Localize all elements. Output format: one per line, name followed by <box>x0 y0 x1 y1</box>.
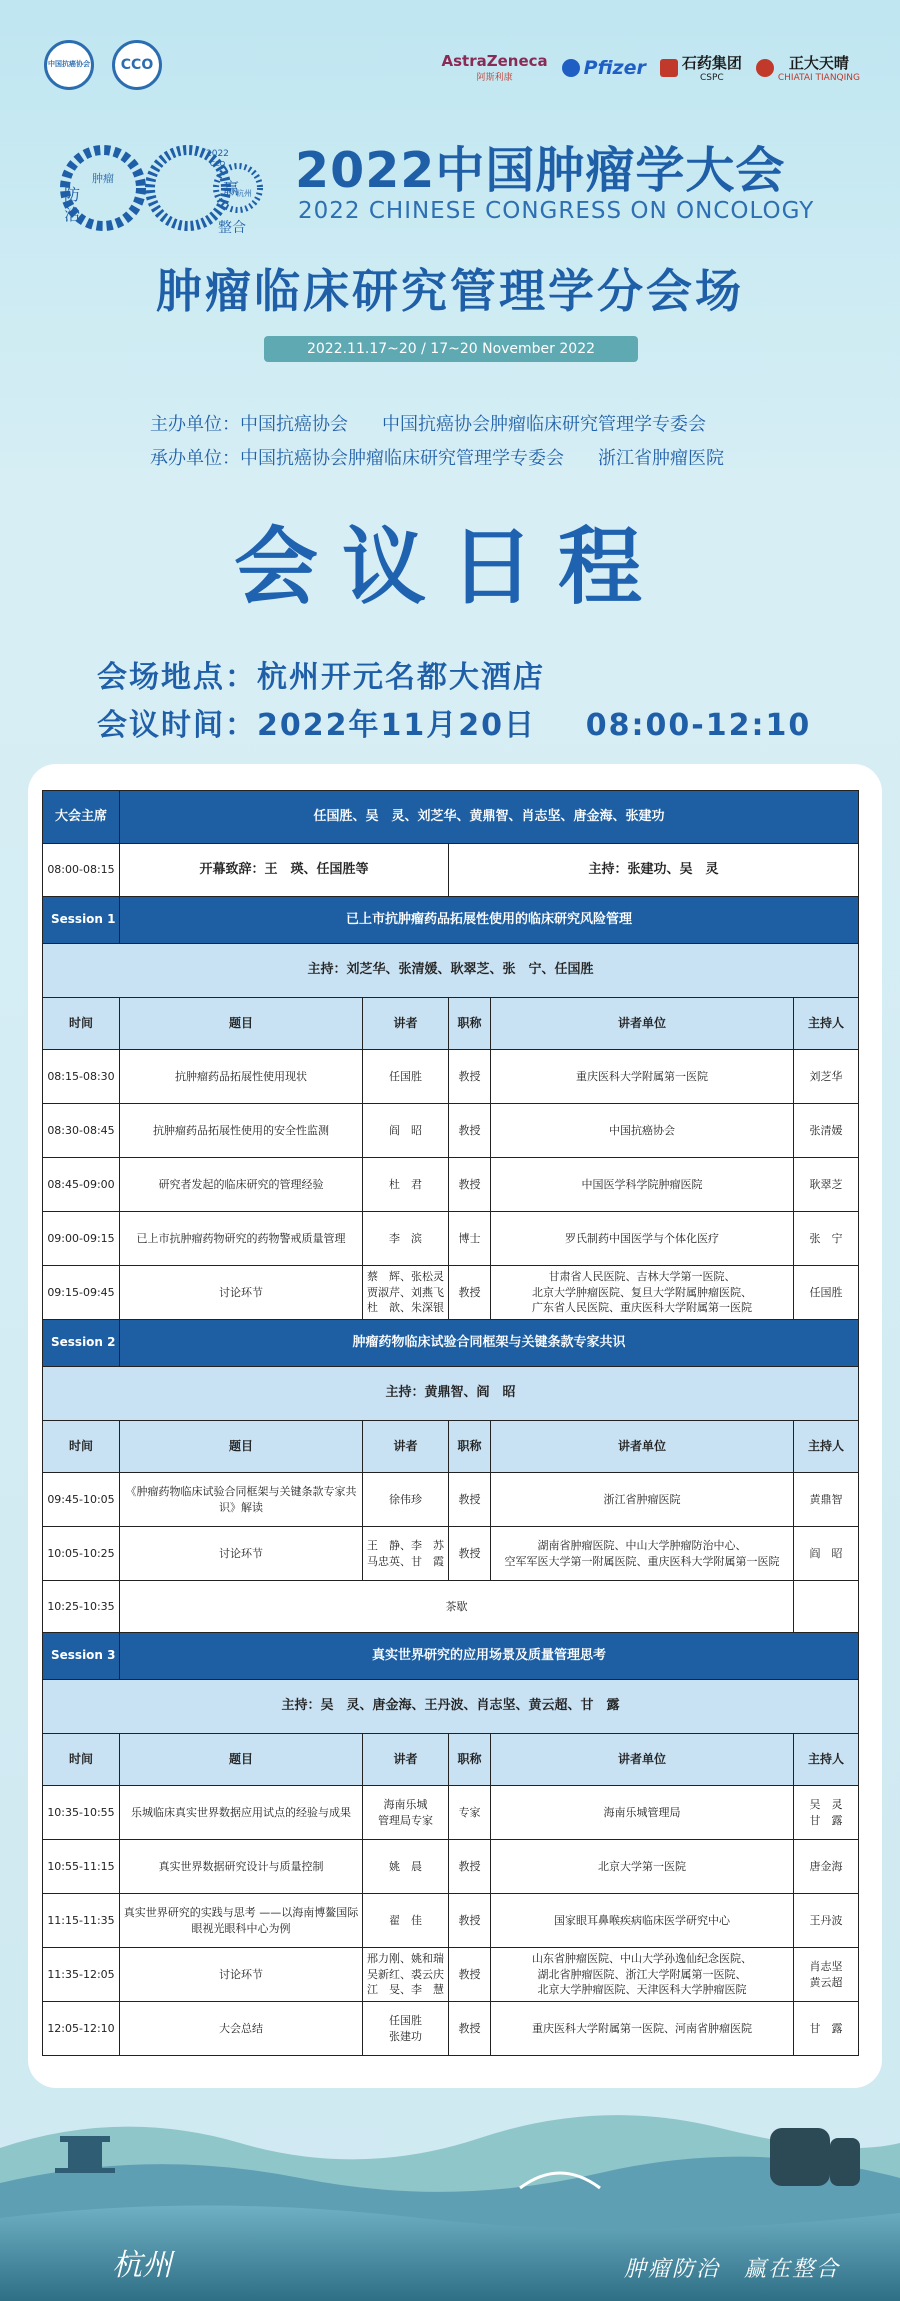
topic-cell: 真实世界研究的实践与思考 ——以海南博鳌国际眼视光眼科中心为例 <box>120 1894 363 1948</box>
speaker-unit-cell: 中国抗癌协会 <box>491 1104 794 1158</box>
speaker-title-cell: 教授 <box>449 1050 491 1104</box>
session-header-row <box>43 1320 859 1367</box>
speaker-unit-cell: 罗氏制药中国医学与个体化医疗 <box>491 1212 794 1266</box>
time-cell: 09:45-10:05 <box>43 1473 120 1527</box>
column-header-row <box>43 998 859 1050</box>
sponsor-sub: CHIATAI TIANQING <box>777 73 860 83</box>
break-row <box>43 1581 859 1633</box>
topic-cell: 抗肿瘤药品拓展性使用的安全性监测 <box>120 1104 363 1158</box>
time-cell: 08:30-08:45 <box>43 1104 120 1158</box>
speaker-title-cell: 教授 <box>449 2002 491 2056</box>
chairs-row <box>43 791 859 844</box>
emblem-text: 赢 <box>223 179 240 198</box>
session-header-row <box>43 897 859 944</box>
speaker-unit-cell: 国家眼耳鼻喉疾病临床医学研究中心 <box>491 1894 794 1948</box>
break-label: 茶歇 <box>120 1581 794 1633</box>
venue-place-value: 杭州开元名都大酒店 <box>257 660 545 695</box>
table-row <box>43 1894 859 1948</box>
undertaker-org: 浙江省肿瘤医院 <box>598 448 724 469</box>
session-hosts: 主持：黄鼎智、阎 昭 <box>43 1367 859 1421</box>
column-header: 讲者 <box>363 1734 449 1786</box>
congress-title: 2022中国肿瘤学大会 <box>295 142 786 199</box>
session-hosts-row <box>43 1367 859 1421</box>
chairs-label: 大会主席 <box>43 791 120 844</box>
session-hosts-row <box>43 944 859 998</box>
speaker-unit-cell: 湖南省肿瘤医院、中山大学肿瘤防治中心、 空军军医大学第一附属医院、重庆医科大学附属第一医院 <box>491 1527 794 1581</box>
topic-cell: 讨论环节 <box>120 1527 363 1581</box>
speaker-cell: 海南乐城 管理局专家 <box>363 1786 449 1840</box>
time-cell: 11:15-11:35 <box>43 1894 120 1948</box>
pfizer-pill-icon <box>562 59 580 77</box>
sponsor-name: 正大天晴 <box>788 54 849 72</box>
sponsor-name: Pfizer <box>583 56 646 79</box>
speaker-title-cell: 教授 <box>449 1948 491 2002</box>
host-cell: 张 宁 <box>794 1212 859 1266</box>
topic-cell: 真实世界数据研究设计与质量控制 <box>120 1840 363 1894</box>
venue-time-label: 会议时间： <box>97 708 257 743</box>
column-header-row <box>43 1421 859 1473</box>
cacancer-logo-icon: 中国抗癌协会 <box>44 40 94 90</box>
speaker-cell: 邢力刚、姚和瑞 吴新红、裘云庆 江 旻、李 慧 <box>363 1948 449 2002</box>
emblem-text: CCO <box>210 160 226 168</box>
speaker-unit-cell: 重庆医科大学附属第一医院、河南省肿瘤医院 <box>491 2002 794 2056</box>
session-hosts: 主持：吴 灵、唐金海、王丹波、肖志坚、黄云超、甘 露 <box>43 1680 859 1734</box>
speaker-title-cell: 教授 <box>449 1266 491 1320</box>
host-cell: 刘芝华 <box>794 1050 859 1104</box>
time-cell: 10:05-10:25 <box>43 1527 120 1581</box>
host-cell: 黄鼎智 <box>794 1473 859 1527</box>
cco-logo-icon: CCO <box>112 40 162 90</box>
speaker-cell: 任国胜 <box>363 1050 449 1104</box>
speaker-title-cell: 专家 <box>449 1786 491 1840</box>
host-org: 中国抗癌协会 <box>240 414 348 435</box>
session-label: Session 2 <box>43 1320 120 1367</box>
host-cell: 肖志坚 黄云超 <box>794 1948 859 2002</box>
column-header: 讲者 <box>363 998 449 1050</box>
column-header: 题目 <box>120 1734 363 1786</box>
venue-time <box>97 700 811 744</box>
table-row <box>43 1050 859 1104</box>
venue-place <box>97 652 545 696</box>
column-header: 职称 <box>449 1421 491 1473</box>
speaker-title-cell: 教授 <box>449 1158 491 1212</box>
undertaker-org: 中国抗癌协会肿瘤临床研究管理学专委会 <box>240 448 564 469</box>
speaker-cell: 翟 佳 <box>363 1894 449 1948</box>
column-header: 时间 <box>43 1734 120 1786</box>
session-venue-title: 肿瘤临床研究管理学分会场 <box>156 264 744 318</box>
host-cell: 任国胜 <box>794 1266 859 1320</box>
time-cell: 09:15-09:45 <box>43 1266 120 1320</box>
session-title: 肿瘤药物临床试验合同框架与关键条款专家共识 <box>120 1320 859 1367</box>
time-cell: 08:00-08:15 <box>43 844 120 897</box>
speaker-title-cell: 教授 <box>449 1527 491 1581</box>
congress-emblem-icon <box>58 138 268 238</box>
emblem-text: 2022 <box>206 149 229 159</box>
date-range-badge: 2022.11.17~20 / 17~20 November 2022 <box>264 336 638 362</box>
speaker-title-cell: 教授 <box>449 1104 491 1158</box>
speaker-unit-cell: 浙江省肿瘤医院 <box>491 1473 794 1527</box>
speaker-cell: 徐伟珍 <box>363 1473 449 1527</box>
host-cell: 甘 露 <box>794 2002 859 2056</box>
speaker-cell: 蔡 辉、张松灵 贾淑芹、刘燕飞 杜 歆、朱深银 <box>363 1266 449 1320</box>
agenda-title: 会议日程 <box>233 518 666 616</box>
sponsor-astrazeneca <box>442 52 548 83</box>
topic-cell: 已上市抗肿瘤药物研究的药物警戒质量管理 <box>120 1212 363 1266</box>
column-header: 讲者单位 <box>491 1734 794 1786</box>
table-row <box>43 1948 859 2002</box>
host-cell: 耿翠芝 <box>794 1158 859 1212</box>
time-cell: 11:35-12:05 <box>43 1948 120 2002</box>
opening-host: 主持：张建功、吴 灵 <box>449 844 859 897</box>
sponsor-pfizer <box>562 57 646 79</box>
sponsor-logos <box>442 52 861 83</box>
host-cell: 阎 昭 <box>794 1527 859 1581</box>
empty-cell <box>794 1581 859 1633</box>
column-header: 题目 <box>120 1421 363 1473</box>
speaker-cell: 王 静、李 苏 马忠英、甘 霞 <box>363 1527 449 1581</box>
host-cell: 唐金海 <box>794 1840 859 1894</box>
congress-title-en: 2022 CHINESE CONGRESS ON ONCOLOGY <box>298 198 815 224</box>
chairs-value: 任国胜、吴 灵、刘芝华、黄鼎智、肖志坚、唐金海、张建功 <box>120 791 859 844</box>
speaker-cell: 任国胜 张建功 <box>363 2002 449 2056</box>
time-cell: 09:00-09:15 <box>43 1212 120 1266</box>
session-title: 已上市抗肿瘤药品拓展性使用的临床研究风险管理 <box>120 897 859 944</box>
emblem-text: 杭州 <box>236 189 252 198</box>
speaker-cell: 阎 昭 <box>363 1104 449 1158</box>
column-header: 主持人 <box>794 1734 859 1786</box>
sponsor-name: 石药集团 <box>681 54 742 72</box>
top-logo-bar <box>0 40 900 90</box>
speaker-title-cell: 教授 <box>449 1473 491 1527</box>
sponsor-cspc <box>660 52 742 83</box>
table-row <box>43 2002 859 2056</box>
undertaker-organizers <box>150 444 758 470</box>
sponsor-sub: CSPC <box>700 73 724 83</box>
column-header: 题目 <box>120 998 363 1050</box>
time-cell: 10:25-10:35 <box>43 1581 120 1633</box>
column-header: 职称 <box>449 998 491 1050</box>
table-row <box>43 1266 859 1320</box>
speaker-title-cell: 教授 <box>449 1840 491 1894</box>
sponsor-name: AstraZeneca <box>441 52 548 70</box>
speaker-unit-cell: 北京大学第一医院 <box>491 1840 794 1894</box>
session-label: Session 1 <box>43 897 120 944</box>
speaker-cell: 李 滨 <box>363 1212 449 1266</box>
column-header: 讲者 <box>363 1421 449 1473</box>
topic-cell: 乐城临床真实世界数据应用试点的经验与成果 <box>120 1786 363 1840</box>
topic-cell: 大会总结 <box>120 2002 363 2056</box>
undertaker-label: 承办单位： <box>150 448 240 469</box>
speaker-unit-cell: 海南乐城管理局 <box>491 1786 794 1840</box>
sponsor-chiatai <box>756 52 860 83</box>
table-row <box>43 1786 859 1840</box>
column-header: 职称 <box>449 1734 491 1786</box>
table-row <box>43 1158 859 1212</box>
host-organizers <box>150 410 740 436</box>
table-row <box>43 1527 859 1581</box>
venue-time-value: 2022年11月20日 08:00-12:10 <box>257 708 812 743</box>
column-header: 主持人 <box>794 998 859 1050</box>
session-hosts: 主持：刘芝华、张清媛、耿翠芝、张 宁、任国胜 <box>43 944 859 998</box>
session-title: 真实世界研究的应用场景及质量管理思考 <box>120 1633 859 1680</box>
emblem-text: 治 <box>64 205 81 224</box>
time-cell: 12:05-12:10 <box>43 2002 120 2056</box>
host-cell: 吴 灵 甘 露 <box>794 1786 859 1840</box>
speaker-cell: 杜 君 <box>363 1158 449 1212</box>
session-header-row <box>43 1633 859 1680</box>
session-label: Session 3 <box>43 1633 120 1680</box>
session-hosts-row <box>43 1680 859 1734</box>
host-label: 主办单位： <box>150 414 240 435</box>
column-header: 时间 <box>43 998 120 1050</box>
table-row <box>43 1212 859 1266</box>
schedule-table <box>42 790 859 2056</box>
column-header: 时间 <box>43 1421 120 1473</box>
speaker-unit-cell: 中国医学科学院肿瘤医院 <box>491 1158 794 1212</box>
footer-city-calligraphy: 杭州 <box>112 2248 172 2283</box>
topic-cell: 讨论环节 <box>120 1948 363 2002</box>
topic-cell: 研究者发起的临床研究的管理经验 <box>120 1158 363 1212</box>
speaker-title-cell: 博士 <box>449 1212 491 1266</box>
topic-cell: 抗肿瘤药品拓展性使用现状 <box>120 1050 363 1104</box>
time-cell: 10:35-10:55 <box>43 1786 120 1840</box>
speaker-unit-cell: 甘肃省人民医院、吉林大学第一医院、 北京大学肿瘤医院、复旦大学附属肿瘤医院、 广东省人民医院、重庆医科大学附属第一医院 <box>491 1266 794 1320</box>
cspc-logo-icon <box>660 59 678 77</box>
column-header-row <box>43 1734 859 1786</box>
table-row <box>43 1473 859 1527</box>
footer-slogan: 肿瘤防治 赢在整合 <box>623 2257 840 2282</box>
host-cell: 张清媛 <box>794 1104 859 1158</box>
host-org: 中国抗癌协会肿瘤临床研究管理学专委会 <box>382 414 706 435</box>
speaker-unit-cell: 山东省肿瘤医院、中山大学孙逸仙纪念医院、 湖北省肿瘤医院、浙江大学附属第一医院、 北京大学肿瘤医院、天津医科大学肿瘤医院 <box>491 1948 794 2002</box>
topic-cell: 《肿瘤药物临床试验合同框架与关键条款专家共识》解读 <box>120 1473 363 1527</box>
venue-place-label: 会场地点： <box>97 660 257 695</box>
column-header: 讲者单位 <box>491 1421 794 1473</box>
topic-cell: 讨论环节 <box>120 1266 363 1320</box>
speaker-title-cell: 教授 <box>449 1894 491 1948</box>
sponsor-sub: 阿斯利康 <box>476 73 513 83</box>
chiatai-logo-icon <box>756 59 774 77</box>
column-header: 讲者单位 <box>491 998 794 1050</box>
table-row <box>43 1840 859 1894</box>
time-cell: 10:55-11:15 <box>43 1840 120 1894</box>
host-cell: 王丹波 <box>794 1894 859 1948</box>
opening-title: 开幕致辞：王 瑛、任国胜等 <box>120 844 449 897</box>
emblem-text: 防 <box>64 185 81 204</box>
speaker-cell: 姚 晨 <box>363 1840 449 1894</box>
speaker-unit-cell: 重庆医科大学附属第一医院 <box>491 1050 794 1104</box>
opening-row <box>43 844 859 897</box>
column-header: 主持人 <box>794 1421 859 1473</box>
table-row <box>43 1104 859 1158</box>
emblem-text: 整合 <box>218 220 246 236</box>
time-cell: 08:15-08:30 <box>43 1050 120 1104</box>
time-cell: 08:45-09:00 <box>43 1158 120 1212</box>
emblem-text: 肿瘤 <box>92 172 114 185</box>
